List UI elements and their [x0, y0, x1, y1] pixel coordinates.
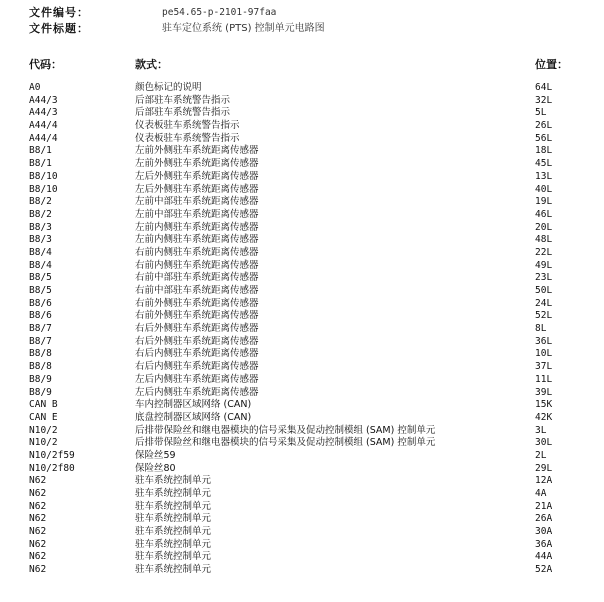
table-row	[0, 564, 604, 577]
component-position: 56L	[535, 132, 553, 144]
table-row	[0, 450, 604, 463]
component-position: 29L	[535, 462, 553, 474]
table-row	[0, 247, 604, 260]
file-title-label: 文件标题：	[29, 22, 89, 35]
component-position: 46L	[535, 208, 553, 220]
component-description: 左前外侧驻车系统距离传感器	[135, 158, 259, 170]
component-description: 驻车系统控制单元	[135, 551, 212, 563]
component-description: 驻车系统控制单元	[135, 538, 212, 550]
table-row	[0, 184, 604, 197]
component-position: 64L	[535, 82, 553, 93]
table-row	[0, 234, 604, 247]
component-code: A0	[29, 82, 41, 93]
component-code: B8/6	[29, 297, 52, 309]
component-description: 保险丝80	[135, 462, 176, 474]
component-description: 左后外侧驻车系统距离传感器	[135, 183, 259, 195]
component-code: B8/4	[29, 246, 52, 258]
component-description: 保险丝59	[135, 449, 176, 461]
table-row	[0, 551, 604, 564]
component-description: 仪表板驻车系统警告指示	[135, 132, 240, 144]
table-row	[0, 260, 604, 273]
component-position: 5L	[535, 107, 547, 119]
component-code: B8/3	[29, 221, 52, 233]
component-description: 颜色标记的说明	[135, 82, 202, 93]
component-description: 左后内侧驻车系统距离传感器	[135, 386, 259, 398]
component-position: 13L	[535, 170, 553, 182]
header-position: 位置：	[535, 58, 568, 71]
component-code: N62	[29, 500, 47, 512]
component-description: 右前中部驻车系统距离传感器	[135, 285, 259, 296]
component-code: B8/2	[29, 196, 52, 208]
component-description: 左后内侧驻车系统距离传感器	[135, 373, 259, 385]
table-row	[0, 285, 604, 298]
component-code: B8/9	[29, 373, 52, 385]
component-code: N10/2f80	[29, 462, 75, 474]
table-row	[0, 120, 604, 133]
component-code: B8/3	[29, 234, 52, 246]
table-row	[0, 133, 604, 146]
table-row	[0, 107, 604, 120]
component-position: 40L	[535, 183, 553, 195]
component-code: B8/8	[29, 361, 52, 373]
component-position: 10L	[535, 348, 553, 360]
header-code: 代码：	[29, 58, 62, 71]
component-code: N62	[29, 551, 47, 563]
component-position: 44A	[535, 551, 553, 563]
component-code: N10/2	[29, 437, 58, 449]
component-description: 左前内侧驻车系统距离传感器	[135, 234, 259, 246]
table-row	[0, 539, 604, 552]
component-code: N62	[29, 538, 47, 550]
component-code: B8/10	[29, 183, 58, 195]
table-row	[0, 209, 604, 222]
component-description: 后排带保险丝和继电器模块的信号采集及促动控制模组 (SAM) 控制单元	[135, 437, 436, 449]
component-code: B8/10	[29, 170, 58, 182]
component-position: 45L	[535, 158, 553, 170]
component-position: 4A	[535, 488, 547, 499]
component-description: 右后外侧驻车系统距离传感器	[135, 335, 259, 347]
component-code: A44/3	[29, 107, 58, 119]
component-description: 右前内侧驻车系统距离传感器	[135, 246, 259, 258]
component-description: 驻车系统控制单元	[135, 488, 212, 499]
file-number-label: 文件编号：	[29, 6, 89, 19]
component-description: 驻车系统控制单元	[135, 475, 212, 487]
component-position: 50L	[535, 285, 553, 296]
component-position: 37L	[535, 361, 553, 373]
component-description: 后排带保险丝和继电器模块的信号采集及促动控制模组 (SAM) 控制单元	[135, 424, 436, 436]
component-code: B8/2	[29, 208, 52, 220]
component-code: A44/4	[29, 120, 58, 132]
component-code: CAN E	[29, 411, 58, 423]
component-table	[0, 82, 604, 577]
component-position: 36A	[535, 538, 553, 550]
component-position: 52A	[535, 564, 553, 576]
component-position: 12A	[535, 475, 553, 487]
component-position: 3L	[535, 424, 547, 436]
component-description: 右后内侧驻车系统距离传感器	[135, 348, 259, 360]
component-code: B8/7	[29, 335, 52, 347]
component-code: B8/6	[29, 310, 52, 322]
component-position: 30L	[535, 437, 553, 449]
table-row	[0, 222, 604, 235]
component-description: 后部驻车系统警告指示	[135, 94, 231, 106]
component-position: 49L	[535, 259, 553, 271]
table-row	[0, 298, 604, 311]
component-code: B8/8	[29, 348, 52, 360]
component-position: 20L	[535, 221, 553, 233]
table-row	[0, 361, 604, 374]
component-position: 52L	[535, 310, 553, 322]
table-row	[0, 374, 604, 387]
component-description: 右后外侧驻车系统距离传感器	[135, 323, 259, 335]
component-description: 右前外侧驻车系统距离传感器	[135, 297, 259, 309]
table-row	[0, 412, 604, 425]
table-row	[0, 437, 604, 450]
component-position: 22L	[535, 246, 553, 258]
component-description: 左前中部驻车系统距离传感器	[135, 208, 259, 220]
component-position: 30A	[535, 526, 553, 538]
table-row	[0, 336, 604, 349]
component-code: N62	[29, 475, 47, 487]
component-description: 左前中部驻车系统距离传感器	[135, 196, 259, 208]
component-description: 驻车系统控制单元	[135, 513, 212, 525]
table-row	[0, 171, 604, 184]
component-description: 车内控制器区域网络 (CAN)	[135, 399, 252, 411]
component-code: N10/2	[29, 424, 58, 436]
table-row	[0, 323, 604, 336]
component-position: 8L	[535, 323, 547, 335]
table-row	[0, 513, 604, 526]
component-description: 左后外侧驻车系统距离传感器	[135, 170, 259, 182]
table-row	[0, 463, 604, 476]
component-description: 驻车系统控制单元	[135, 500, 212, 512]
component-position: 26L	[535, 120, 553, 132]
component-description: 右前内侧驻车系统距离传感器	[135, 259, 259, 271]
component-code: A44/3	[29, 94, 58, 106]
component-position: 24L	[535, 297, 553, 309]
header-description: 款式：	[135, 58, 168, 71]
component-description: 仪表板驻车系统警告指示	[135, 120, 240, 132]
component-position: 23L	[535, 272, 553, 284]
component-code: B8/4	[29, 259, 52, 271]
component-position: 2L	[535, 449, 547, 461]
component-description: 左前内侧驻车系统距离传感器	[135, 221, 259, 233]
component-code: B8/7	[29, 323, 52, 335]
component-position: 18L	[535, 145, 553, 157]
component-position: 32L	[535, 94, 553, 106]
table-row	[0, 526, 604, 539]
component-code: B8/1	[29, 145, 52, 157]
file-title-value: 驻车定位系统 (PTS) 控制单元电路图	[162, 23, 325, 34]
component-code: B8/5	[29, 272, 52, 284]
component-code: CAN B	[29, 399, 58, 411]
table-row	[0, 158, 604, 171]
component-code: A44/4	[29, 132, 58, 144]
component-code: N10/2f59	[29, 449, 75, 461]
component-code: B8/5	[29, 285, 52, 296]
component-position: 15K	[535, 399, 553, 411]
table-row	[0, 82, 604, 95]
table-header	[0, 58, 604, 72]
table-row	[0, 145, 604, 158]
table-row	[0, 387, 604, 400]
component-position: 42K	[535, 411, 553, 423]
component-position: 39L	[535, 386, 553, 398]
component-description: 底盘控制器区域网络 (CAN)	[135, 411, 252, 423]
component-code: N62	[29, 488, 47, 499]
table-row	[0, 488, 604, 501]
component-description: 驻车系统控制单元	[135, 564, 212, 576]
component-description: 左前外侧驻车系统距离传感器	[135, 145, 259, 157]
table-row	[0, 196, 604, 209]
component-position: 19L	[535, 196, 553, 208]
table-row	[0, 310, 604, 323]
table-row	[0, 348, 604, 361]
table-row	[0, 95, 604, 108]
table-row	[0, 425, 604, 438]
component-position: 11L	[535, 373, 553, 385]
table-row	[0, 501, 604, 514]
component-code: N62	[29, 513, 47, 525]
component-description: 驻车系统控制单元	[135, 526, 212, 538]
component-description: 右前外侧驻车系统距离传感器	[135, 310, 259, 322]
component-position: 26A	[535, 513, 553, 525]
component-code: B8/9	[29, 386, 52, 398]
component-description: 右前中部驻车系统距离传感器	[135, 272, 259, 284]
table-row	[0, 475, 604, 488]
component-code: N62	[29, 526, 47, 538]
table-row	[0, 399, 604, 412]
component-position: 36L	[535, 335, 553, 347]
component-code: N62	[29, 564, 47, 576]
component-position: 21A	[535, 500, 553, 512]
table-row	[0, 272, 604, 285]
component-description: 后部驻车系统警告指示	[135, 107, 231, 119]
file-number-value: pe54.65-p-2101-97faa	[162, 7, 277, 18]
component-position: 48L	[535, 234, 553, 246]
component-code: B8/1	[29, 158, 52, 170]
component-description: 右后内侧驻车系统距离传感器	[135, 361, 259, 373]
